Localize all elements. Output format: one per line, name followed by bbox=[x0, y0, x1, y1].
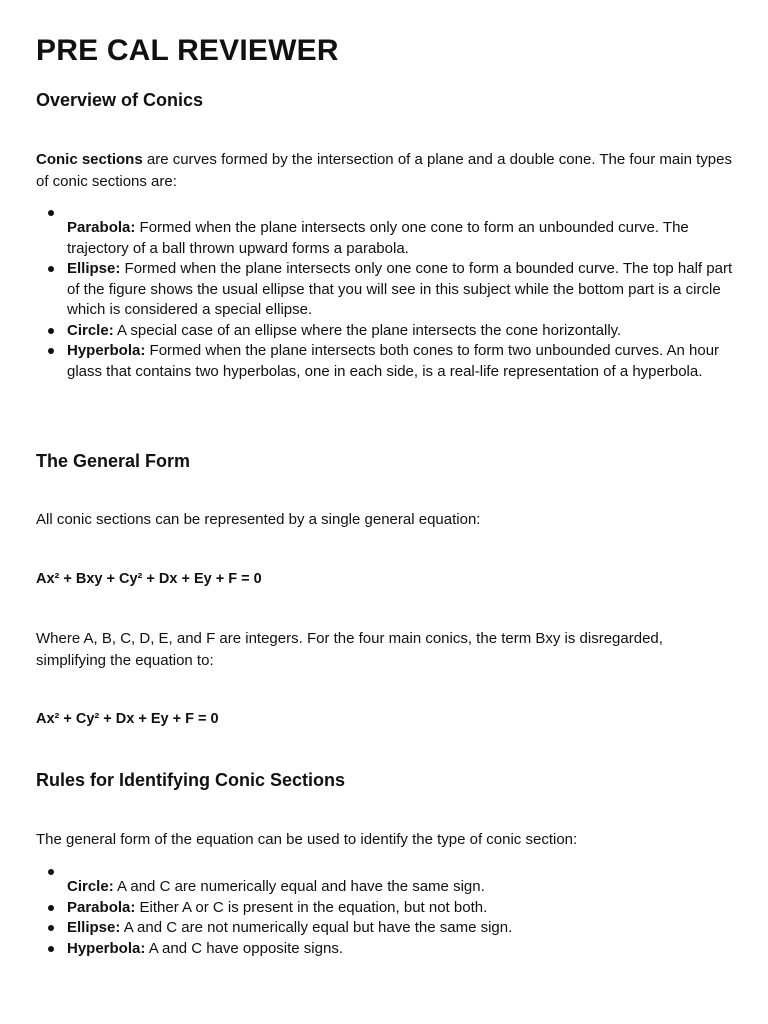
list-item-term: Hyperbola: bbox=[67, 939, 146, 957]
list-item-text: A special case of an ellipse where the plane intersects the cone horizontally. bbox=[113, 321, 622, 339]
list-item-term: Circle: bbox=[67, 878, 114, 895]
list-item-text: Formed when the plane intersects only one cone to form an unbounded curve. The trajectory of a ball thrown upward forms a parabola. bbox=[67, 219, 689, 257]
list-item-hyperbola-rule bbox=[36, 939, 736, 960]
list-item-hyperbola bbox=[36, 341, 736, 382]
list-item-text: A and C have opposite signs. bbox=[145, 939, 343, 957]
list-item-text: Formed when the plane intersects both cones to form two unbounded curves. An hour glass that contains two hyperbolas, one in each side, is a real-life representation of a hyperbola. bbox=[67, 342, 720, 380]
list-item-text: A and C are not numerically equal but have the same sign. bbox=[120, 919, 513, 936]
list-item-term: Hyperbola: bbox=[67, 342, 146, 359]
list-item-circle bbox=[36, 321, 736, 342]
overview-intro-text: are curves formed by the intersection of a plane and a double cone. The four main types of conic sections are: bbox=[36, 151, 732, 190]
overview-intro bbox=[36, 149, 736, 193]
list-item-term: Ellipse: bbox=[67, 919, 121, 936]
list-item-parabola bbox=[36, 208, 736, 259]
simplified-equation: Ax² + Cy² + Dx + Ey + F = 0 bbox=[36, 711, 219, 727]
overview-heading: Overview of Conics bbox=[36, 90, 204, 110]
list-item-text: Either A or C is present in the equation, but not both. bbox=[135, 898, 488, 916]
general-form-explanation: Where A, B, C, D, E, and F are integers. For the four main conics, the term Bxy is disregarded, simplifying the equation to: bbox=[36, 630, 663, 669]
list-item-parabola-rule bbox=[36, 898, 736, 919]
list-item-ellipse bbox=[36, 259, 736, 321]
list-item-term: Parabola: bbox=[67, 898, 136, 916]
list-item-ellipse-rule bbox=[36, 918, 736, 939]
conic-types-list bbox=[36, 208, 736, 382]
rules-intro: The general form of the equation can be used to identify the type of conic section: bbox=[36, 831, 578, 848]
list-item-text: A and C are numerically equal and have the same sign. bbox=[113, 878, 485, 895]
list-item-term: Ellipse: bbox=[67, 260, 121, 277]
identification-rules-list bbox=[36, 867, 736, 959]
list-item-circle-rule bbox=[36, 867, 736, 898]
page-title: PRE CAL REVIEWER bbox=[36, 34, 339, 67]
general-equation: Ax² + Bxy + Cy² + Dx + Ey + F = 0 bbox=[36, 571, 262, 587]
rules-heading: Rules for Identifying Conic Sections bbox=[36, 770, 346, 790]
conic-sections-term: Conic sections bbox=[36, 151, 143, 168]
general-form-intro: All conic sections can be represented by a single general equation: bbox=[36, 511, 481, 528]
list-item-term: Circle: bbox=[67, 321, 114, 339]
list-item-text: Formed when the plane intersects only one cone to form a bounded curve. The top half part of the figure shows the usual ellipse that you will see in this subject while the bottom part is a circle which is considered a special ellipse. bbox=[67, 260, 733, 318]
general-form-heading: The General Form bbox=[36, 451, 191, 471]
list-item-term: Parabola: bbox=[67, 219, 136, 236]
